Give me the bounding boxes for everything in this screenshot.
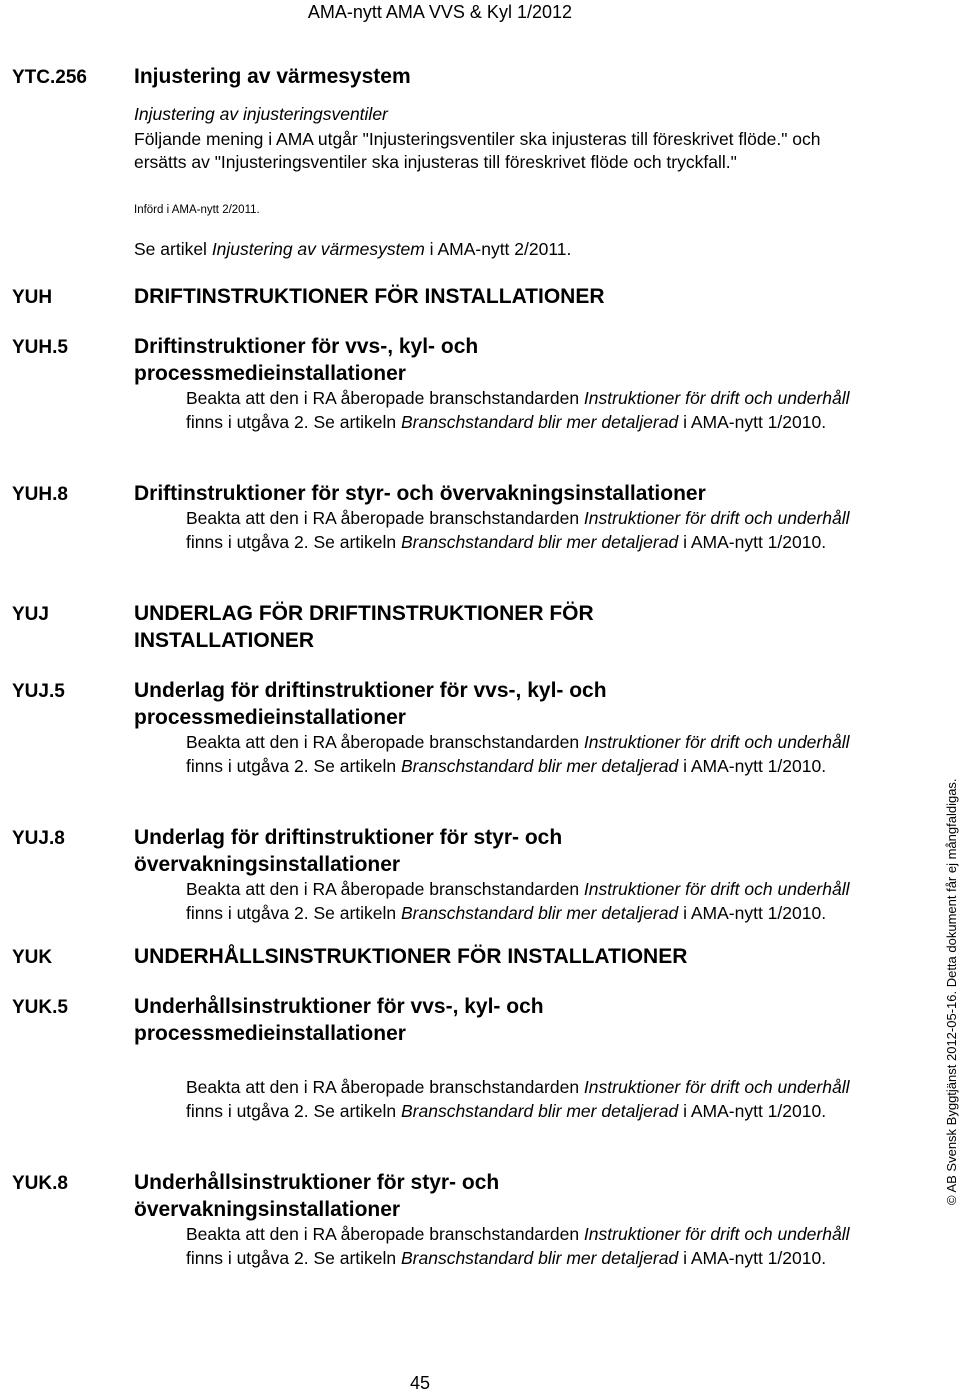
item-body-yuj8 bbox=[186, 878, 866, 925]
ref-article-title: Branschstandard blir mer detaljerad bbox=[400, 1100, 679, 1121]
section-subtitle-ytc256: Injustering av injusteringsventiler bbox=[134, 104, 388, 124]
item-code-yuj8: YUJ.8 bbox=[12, 828, 65, 849]
see-article-title: Injustering av värmesystem bbox=[211, 239, 425, 259]
item-code-yuk8: YUK.8 bbox=[12, 1173, 68, 1194]
item-title-yuj5: Underlag för driftinstruktioner för vvs-, kyl- och processmedieinstallationer bbox=[134, 679, 607, 729]
see-article-prefix: Se artikel bbox=[134, 239, 212, 259]
ref-text-part: i AMA-nytt 1/2010. bbox=[678, 1247, 827, 1268]
side-copyright-notice: © AB Svensk Byggtjänst 2012-05-16. Detta dokument får ej mångfaldigas. bbox=[944, 778, 959, 1205]
item-code-yuh5: YUH.5 bbox=[12, 337, 68, 358]
ref-standard-title: Instruktioner för drift och underhåll bbox=[583, 388, 850, 408]
ref-text-part: Beakta att den i RA åberopade branschstandarden bbox=[186, 508, 584, 528]
item-body-yuh5 bbox=[186, 387, 866, 434]
ref-text-part: i AMA-nytt 1/2010. bbox=[678, 902, 827, 923]
ref-article-title: Branschstandard blir mer detaljerad bbox=[400, 755, 679, 776]
group-code-yuh: YUH bbox=[12, 287, 53, 308]
group-code-yuj: YUJ bbox=[12, 604, 49, 625]
item-title-yuh5: Driftinstruktioner för vvs-, kyl- och processmedieinstallationer bbox=[134, 335, 479, 385]
ref-standard-title: Instruktioner för drift och underhåll bbox=[583, 732, 850, 752]
ref-standard-title: Instruktioner för drift och underhåll bbox=[583, 879, 850, 899]
item-code-yuk5: YUK.5 bbox=[12, 997, 68, 1018]
item-title-yuk5: Underhållsinstruktioner för vvs-, kyl- och processmedieinstallationer bbox=[134, 995, 544, 1045]
ref-text-part: i AMA-nytt 1/2010. bbox=[678, 411, 827, 432]
item-title-yuj8: Underlag för driftinstruktioner för styr- och övervakningsinstallationer bbox=[134, 826, 563, 876]
group-title-yuj: UNDERLAG FÖR DRIFTINSTRUKTIONER FÖR INSTALLATIONER bbox=[134, 602, 594, 652]
page-number: 45 bbox=[409, 1373, 431, 1393]
ref-text-part: finns i utgåva 2. Se artikeln bbox=[186, 531, 401, 552]
ref-text-part: i AMA-nytt 1/2010. bbox=[678, 755, 827, 776]
group-title-yuk: UNDERHÅLLSINSTRUKTIONER FÖR INSTALLATIONER bbox=[134, 945, 688, 968]
ref-standard-title: Instruktioner för drift och underhåll bbox=[583, 1077, 850, 1097]
ref-text-part: i AMA-nytt 1/2010. bbox=[678, 531, 827, 552]
see-article-suffix: i AMA-nytt 2/2011. bbox=[424, 239, 572, 259]
ref-article-title: Branschstandard blir mer detaljerad bbox=[400, 531, 679, 552]
ref-article-title: Branschstandard blir mer detaljerad bbox=[400, 1247, 679, 1268]
item-body-yuj5 bbox=[186, 731, 866, 778]
ref-text-part: finns i utgåva 2. Se artikeln bbox=[186, 755, 401, 776]
ref-article-title: Branschstandard blir mer detaljerad bbox=[400, 411, 679, 432]
ref-article-title: Branschstandard blir mer detaljerad bbox=[400, 902, 679, 923]
ref-text-part: finns i utgåva 2. Se artikeln bbox=[186, 902, 401, 923]
item-body-yuk5 bbox=[186, 1076, 866, 1123]
see-article-line bbox=[134, 238, 854, 261]
ref-text-part: Beakta att den i RA åberopade branschstandarden bbox=[186, 732, 584, 752]
ref-text-part: finns i utgåva 2. Se artikeln bbox=[186, 1247, 401, 1268]
group-title-yuh: DRIFTINSTRUKTIONER FÖR INSTALLATIONER bbox=[134, 285, 605, 308]
section-body-ytc256: Följande mening i AMA utgår "Injusteringsventiler ska injusteras till föreskrivet flöde." och ersätts av "Injusteringsventiler ska injusteras till föreskrivet flöde och tryckfall." bbox=[134, 129, 821, 172]
ref-standard-title: Instruktioner för drift och underhåll bbox=[583, 1224, 850, 1244]
ref-text-part: Beakta att den i RA åberopade branschstandarden bbox=[186, 1077, 584, 1097]
item-code-yuj5: YUJ.5 bbox=[12, 681, 65, 702]
ref-text-part: Beakta att den i RA åberopade branschstandarden bbox=[186, 1224, 584, 1244]
ref-text-part: i AMA-nytt 1/2010. bbox=[678, 1100, 827, 1121]
item-body-yuh8 bbox=[186, 507, 866, 554]
ref-text-part: Beakta att den i RA åberopade branschstandarden bbox=[186, 879, 584, 899]
item-title-yuk8: Underhållsinstruktioner för styr- och övervakningsinstallationer bbox=[134, 1171, 500, 1221]
item-code-yuh8: YUH.8 bbox=[12, 484, 68, 505]
section-note-ytc256: Införd i AMA-nytt 2/2011. bbox=[134, 204, 260, 216]
section-code-ytc256: YTC.256 bbox=[12, 67, 87, 88]
ref-text-part: finns i utgåva 2. Se artikeln bbox=[186, 411, 401, 432]
document-header-title: AMA-nytt AMA VVS & Kyl 1/2012 bbox=[307, 2, 572, 22]
group-code-yuk: YUK bbox=[12, 947, 53, 968]
ref-standard-title: Instruktioner för drift och underhåll bbox=[583, 508, 850, 528]
item-body-yuk8 bbox=[186, 1223, 866, 1270]
section-title-ytc256: Injustering av värmesystem bbox=[134, 65, 411, 88]
ref-text-part: Beakta att den i RA åberopade branschstandarden bbox=[186, 388, 584, 408]
item-title-yuh8: Driftinstruktioner för styr- och övervakningsinstallationer bbox=[134, 482, 706, 505]
ref-text-part: finns i utgåva 2. Se artikeln bbox=[186, 1100, 401, 1121]
